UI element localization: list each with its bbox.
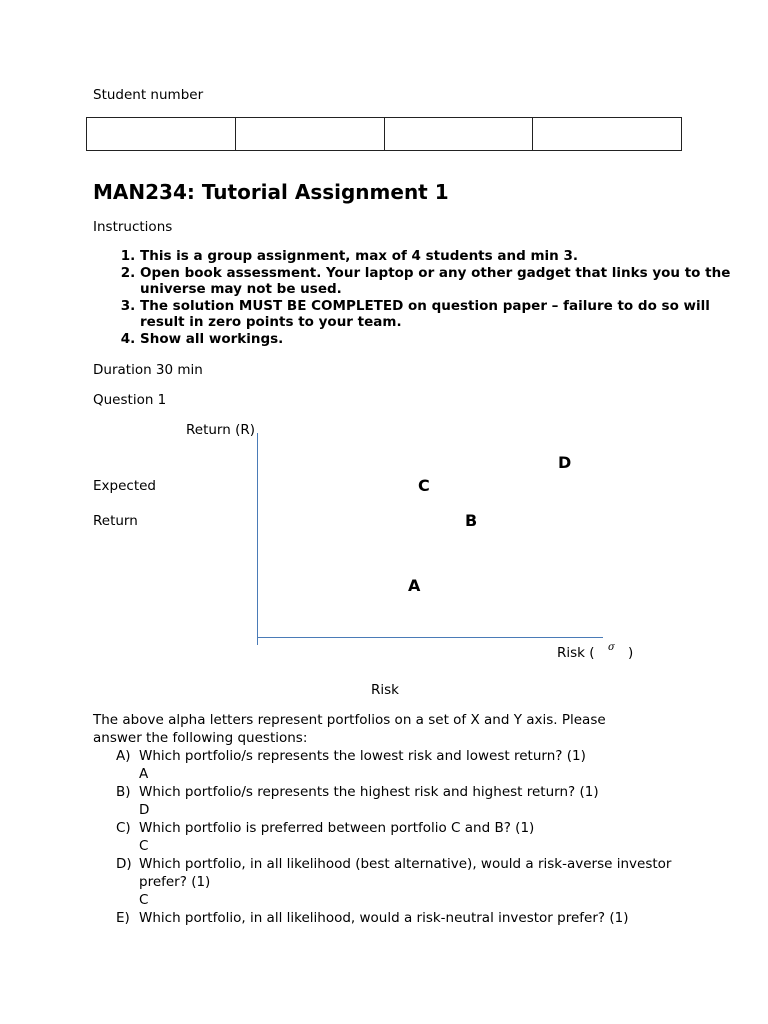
- x-axis-label-suffix: ): [628, 645, 634, 661]
- question-letter: B): [116, 784, 131, 800]
- instruction-item: 3. The solution MUST BE COMPLETED on question paper – failure to do so will result in zero points to your team.: [140, 298, 740, 331]
- x-axis-line: [257, 637, 603, 638]
- student-number-box[interactable]: [533, 118, 682, 151]
- question-letter: D): [116, 856, 132, 872]
- page-title: MAN234: Tutorial Assignment 1: [93, 180, 449, 204]
- instructions-heading: Instructions: [93, 219, 173, 235]
- question-heading: Question 1: [93, 392, 167, 408]
- instruction-item: 2. Open book assessment. Your laptop or any other gadget that links you to the universe may not be used.: [140, 265, 740, 298]
- question-item: [93, 909, 673, 927]
- question-item: [93, 747, 673, 783]
- y-axis-line: [257, 433, 258, 645]
- student-number-table: [86, 117, 682, 151]
- question-letter: C): [116, 820, 131, 836]
- portfolio-d: D: [558, 453, 572, 472]
- question-item: [93, 855, 673, 909]
- question-answer: A: [139, 766, 149, 782]
- risk-label: Risk: [371, 682, 399, 698]
- y-axis-label: Return (R): [186, 422, 256, 438]
- student-number-box[interactable]: [235, 118, 384, 151]
- question-answer: D: [139, 802, 150, 818]
- question-letter: A): [116, 748, 131, 764]
- question-answer: C: [139, 892, 149, 908]
- question-letter: E): [116, 910, 130, 926]
- sigma-symbol: σ: [608, 642, 615, 653]
- duration: Duration 30 min: [93, 362, 203, 378]
- instruction-item: 1. This is a group assignment, max of 4 students and min 3.: [140, 248, 740, 265]
- question-item: [93, 783, 673, 819]
- question-text: Which portfolio, in all likelihood (best alternative), would a risk-averse investor prefer? (1): [139, 856, 672, 890]
- instruction-item: 4. Show all workings.: [140, 331, 740, 348]
- question-list: [93, 747, 673, 927]
- portfolio-a: A: [408, 576, 421, 595]
- question-item: [93, 819, 673, 855]
- student-number-box[interactable]: [384, 118, 533, 151]
- question-text: Which portfolio is preferred between portfolio C and B? (1): [139, 820, 535, 836]
- student-number-label: Student number: [93, 87, 204, 103]
- portfolio-c: C: [418, 476, 430, 495]
- question-text: Which portfolio/s represents the highest risk and highest return? (1): [139, 784, 599, 800]
- question-answer: C: [139, 838, 149, 854]
- question-text: Which portfolio/s represents the lowest risk and lowest return? (1): [139, 748, 586, 764]
- student-number-box[interactable]: [87, 118, 236, 151]
- instructions-list: [93, 248, 740, 347]
- x-axis-label-prefix: Risk (: [557, 645, 595, 661]
- expected-label: Expected: [93, 478, 156, 494]
- question-text: Which portfolio, in all likelihood, would a risk-neutral investor prefer? (1): [139, 910, 629, 926]
- portfolio-b: B: [465, 511, 478, 530]
- question-intro: The above alpha letters represent portfolios on a set of X and Y axis. Please answer the following questions:: [93, 712, 606, 746]
- return-label: Return: [93, 513, 138, 529]
